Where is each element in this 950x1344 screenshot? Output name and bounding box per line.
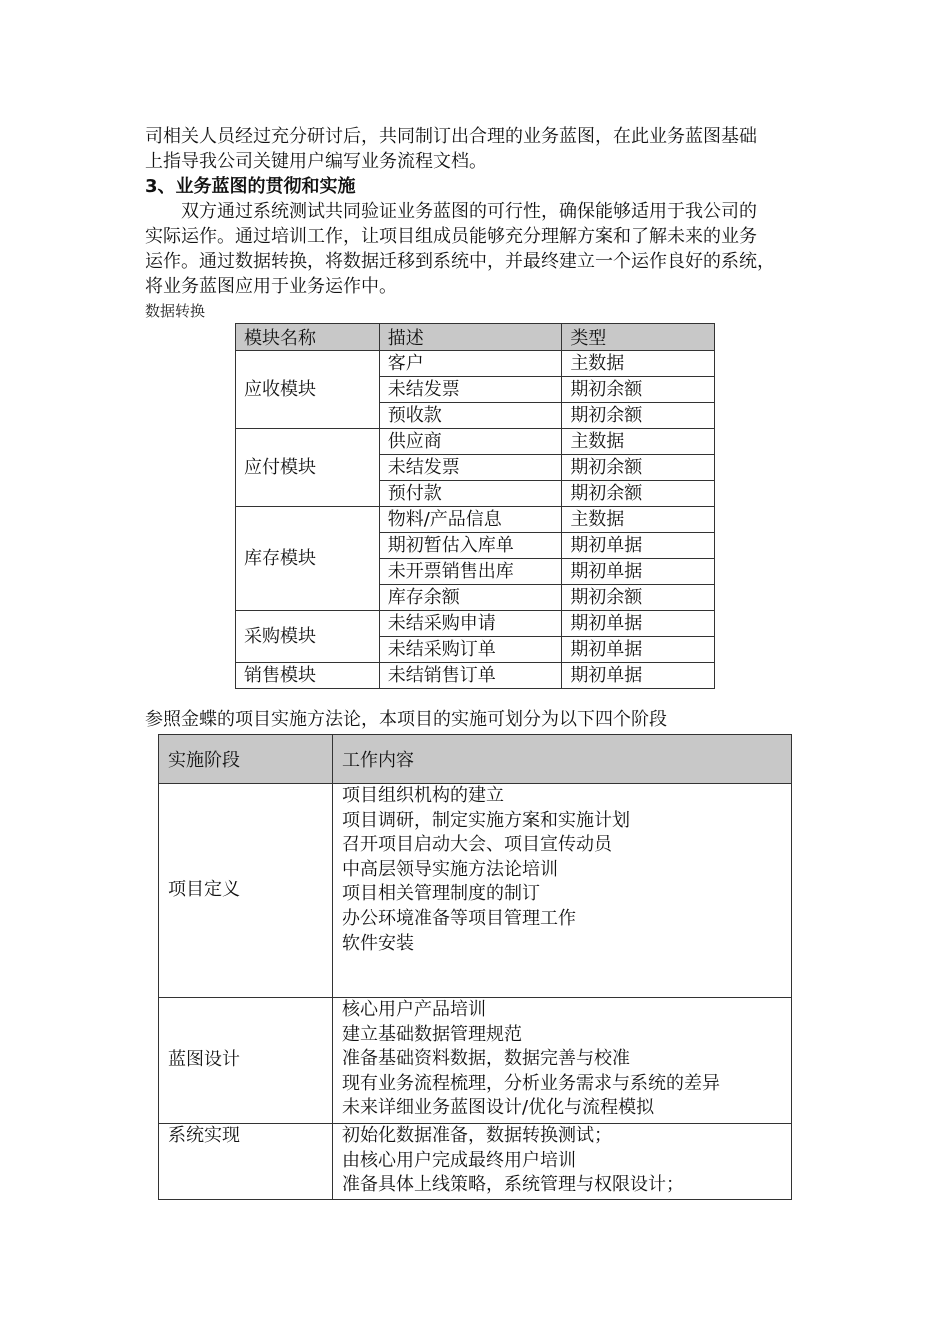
module-cell: 应付模块	[236, 429, 380, 507]
type-cell: 期初余额	[562, 377, 715, 403]
table-row	[159, 998, 792, 1124]
description-cell: 未结发票	[379, 377, 562, 403]
task-item: 办公环境准备等项目管理工作	[342, 907, 576, 929]
type-cell: 期初余额	[562, 455, 715, 481]
implementation-phase-table	[158, 734, 792, 1200]
intro-line-2: 上指导我公司关键用户编写业务流程文档。	[145, 151, 487, 172]
data-conversion-table	[235, 323, 715, 689]
description-cell: 未结采购订单	[379, 637, 562, 663]
type-cell: 期初余额	[562, 403, 715, 429]
type-cell: 期初单据	[562, 611, 715, 637]
body-line-4: 将业务蓝图应用于业务运作中。	[145, 276, 397, 297]
description-cell: 客户	[379, 351, 562, 377]
phase-intro: 参照金蝶的项目实施方法论，本项目的实施可划分为以下四个阶段	[145, 709, 667, 730]
phase-name-cell: 项目定义	[159, 784, 333, 998]
task-list-cell	[333, 784, 792, 998]
header-description: 描述	[379, 324, 562, 351]
table-row	[236, 611, 715, 637]
description-cell: 期初暂估入库单	[379, 533, 562, 559]
module-cell: 应收模块	[236, 351, 380, 429]
task-item: 准备基础资料数据，数据完善与校准	[342, 1048, 630, 1070]
task-item: 项目组织机构的建立	[342, 785, 504, 806]
table-row	[159, 1124, 792, 1200]
header-type: 类型	[562, 324, 715, 351]
type-cell: 期初余额	[562, 585, 715, 611]
table-row	[236, 663, 715, 689]
task-list-cell	[333, 1124, 792, 1200]
body-line-3: 运作。通过数据转换，将数据迁移到系统中，并最终建立一个运作良好的系统，	[145, 251, 775, 272]
table-row	[236, 507, 715, 533]
task-item: 现有业务流程梳理，分析业务需求与系统的差异	[342, 1072, 720, 1094]
description-cell: 未开票销售出库	[379, 559, 562, 585]
table-row	[236, 351, 715, 377]
description-cell: 未结发票	[379, 455, 562, 481]
intro-line-1: 司相关人员经过充分研讨后，共同制订出合理的业务蓝图，在此业务蓝图基础	[145, 126, 757, 147]
task-item: 软件安装	[342, 932, 414, 954]
task-item: 召开项目启动大会、项目宣传动员	[342, 834, 612, 856]
phase-name-cell: 系统实现	[159, 1124, 333, 1200]
type-cell: 主数据	[562, 429, 715, 455]
module-cell: 销售模块	[236, 663, 380, 689]
body-line-2: 实际运作。通过培训工作，让项目组成员能够充分理解方案和了解未来的业务	[145, 226, 757, 247]
body-line-1: 双方通过系统测试共同验证业务蓝图的可行性，确保能够适用于我公司的	[145, 201, 757, 222]
task-item: 核心用户产品培训	[342, 999, 486, 1020]
section-heading: 3、业务蓝图的贯彻和实施	[145, 176, 356, 197]
table-header-row	[159, 735, 792, 784]
task-item: 项目调研，制定实施方案和实施计划	[342, 809, 630, 831]
type-cell: 主数据	[562, 507, 715, 533]
description-cell: 物料/产品信息	[379, 507, 562, 533]
header-phase: 实施阶段	[159, 735, 333, 784]
module-cell: 库存模块	[236, 507, 380, 611]
task-item: 准备具体上线策略，系统管理与权限设计；	[342, 1174, 684, 1196]
module-cell: 采购模块	[236, 611, 380, 663]
description-cell: 供应商	[379, 429, 562, 455]
table-header-row	[236, 324, 715, 351]
task-item: 中高层领导实施方法论培训	[342, 858, 558, 880]
task-item: 初始化数据准备，数据转换测试；	[342, 1125, 612, 1146]
phase-name-cell: 蓝图设计	[159, 998, 333, 1124]
task-item: 由核心用户完成最终用户培训	[342, 1149, 576, 1171]
type-cell: 期初余额	[562, 481, 715, 507]
type-cell: 期初单据	[562, 637, 715, 663]
description-cell: 未结采购申请	[379, 611, 562, 637]
description-cell: 未结销售订单	[379, 663, 562, 689]
header-module: 模块名称	[236, 324, 380, 351]
task-list-cell	[333, 998, 792, 1124]
task-item: 建立基础数据管理规范	[342, 1023, 522, 1045]
task-item: 未来详细业务蓝图设计/优化与流程模拟	[342, 1097, 655, 1119]
description-cell: 预收款	[379, 403, 562, 429]
table-caption: 数据转换	[145, 302, 206, 320]
type-cell: 期初单据	[562, 663, 715, 689]
table-row	[159, 784, 792, 998]
type-cell: 主数据	[562, 351, 715, 377]
type-cell: 期初单据	[562, 533, 715, 559]
task-item: 项目相关管理制度的制订	[342, 883, 540, 905]
description-cell: 库存余额	[379, 585, 562, 611]
description-cell: 预付款	[379, 481, 562, 507]
type-cell: 期初单据	[562, 559, 715, 585]
header-work-content: 工作内容	[333, 735, 792, 784]
table-row	[236, 429, 715, 455]
